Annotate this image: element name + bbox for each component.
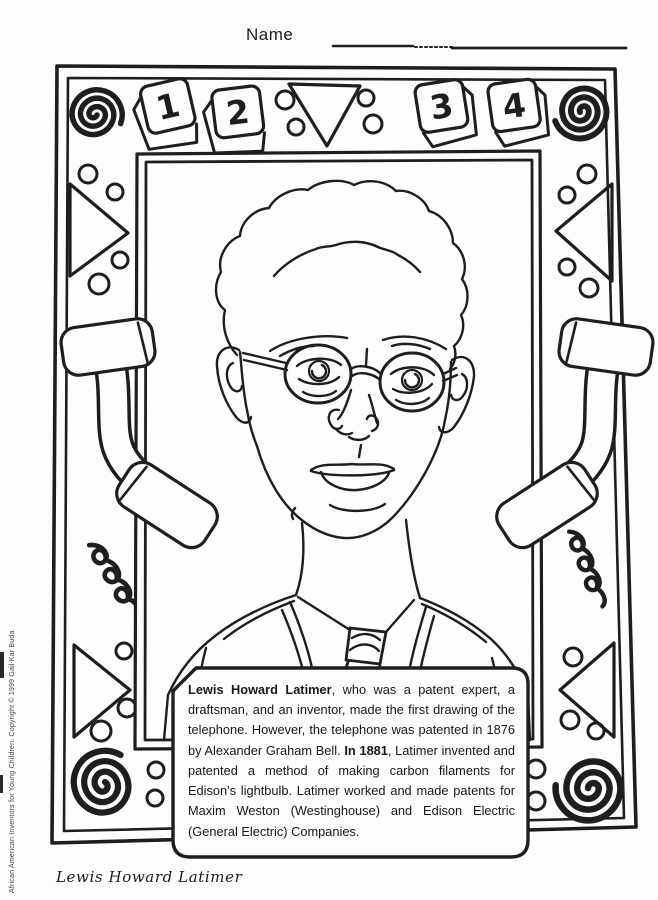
copyright-credit: African American Inventors for Young Children. Copyright © 1999 Gail Kar Buda xyxy=(9,630,16,893)
block-number-4: 4 xyxy=(500,85,529,127)
number-block-4 xyxy=(487,77,551,147)
number-block-1 xyxy=(129,77,200,154)
triangle-left-upper-icon xyxy=(556,184,612,281)
squiggle-left-icon xyxy=(89,537,141,623)
bio-bold-name: Lewis Howard Latimer xyxy=(188,682,332,697)
spiral-top-right-icon xyxy=(548,82,614,146)
block-number-1: 1 xyxy=(152,84,184,129)
bio-text-box xyxy=(173,668,529,858)
bio-segment: , who was a patent expert, a draftsman, and an inventor, made the first drawing of the telephone. However, the telephone was patented in 1876 by Alexander Graham Bell. xyxy=(188,682,515,758)
spiral-top-left-icon xyxy=(66,83,129,144)
squiggle-right-icon xyxy=(569,527,606,610)
spiral-bottom-left-icon xyxy=(62,739,143,822)
spiral-bottom-right-icon xyxy=(553,758,623,823)
number-block-3 xyxy=(414,77,479,148)
triangle-down-icon xyxy=(289,84,360,146)
scan-edge-marks xyxy=(0,652,4,793)
bio-segment: , Latimer invented and patented a method of making carbon filaments for Edison's lightbulb. Latimer worked and made patents for Maxim Weston (Westinghouse) and Edison Electric (General Electric) Companies. xyxy=(188,742,515,839)
name-write-lines xyxy=(333,46,626,48)
page-caption: Lewis Howard Latimer xyxy=(56,868,243,886)
bio-bold-year: In 1881 xyxy=(344,742,388,758)
number-block-2 xyxy=(201,85,267,158)
block-number-2: 2 xyxy=(224,91,252,134)
block-number-3: 3 xyxy=(427,85,456,128)
picture-frame xyxy=(135,151,542,749)
name-label: Name xyxy=(246,25,294,44)
triangle-left-lower-icon xyxy=(560,643,614,737)
